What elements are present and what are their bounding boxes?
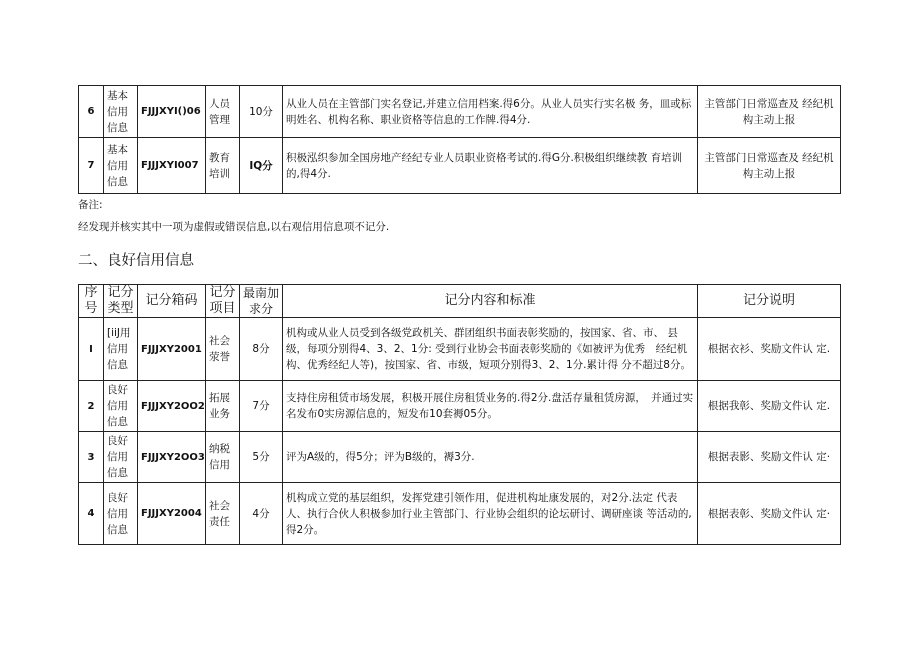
row-number: 6 [79,86,104,138]
row-code: FJJJXYI()06 [138,86,206,138]
row-type: 良好信用信息 [104,432,138,483]
header-num: 序号 [79,285,104,318]
row-desc: 根据表影、奖励文件认 定· [698,432,841,483]
table-row [79,318,841,381]
row-code: FJJJXYI007 [138,138,206,194]
row-content: 积极泓织参加全国房地产经纪专业人员职业资格考试的.得G分.积极组织继续教 育培训的,得4分. [283,138,698,194]
row-code: FJJJXY2001 [138,318,206,381]
row-item: 纳税信用 [206,432,240,483]
row-item: 拓展业务 [206,381,240,432]
row-score: 10分 [240,86,283,138]
table-row [79,138,841,194]
row-item: 社会责任 [206,483,240,545]
table-row [79,432,841,483]
row-method: 主管部门日常巡查及 经纪机构主动上报 [698,86,841,138]
header-score: 最南加求分 [240,285,283,318]
good-credit-table [78,284,841,545]
notes-text: 经发现并核实其中一项为虚假或错误信息,以右观信用信息项不记分. [78,221,390,233]
row-type: 良好信用信息 [104,381,138,432]
row-type: 基本信用信息 [104,138,138,194]
row-item: 教育培训 [206,138,240,194]
header-desc: 记分说明 [698,285,841,318]
row-number: 4 [79,483,104,545]
row-score: 4分 [240,483,283,545]
row-number: 2 [79,381,104,432]
row-code: FJJJXY2004 [138,483,206,545]
table-header-row [79,285,841,318]
basic-credit-table [78,85,841,194]
row-desc: 根据衣衫、奖励文件认 定. [698,318,841,381]
table-row [79,483,841,545]
row-type: 良好信用信息 [104,483,138,545]
header-item: 记分项目 [206,285,240,318]
table-row [79,381,841,432]
row-desc: 根据表彰、奖励文件认 定· [698,483,841,545]
row-score: IQ分 [240,138,283,194]
notes-label: 备注: [78,199,103,211]
table-row [79,86,841,138]
row-item: 社会荥誉 [206,318,240,381]
row-code: FJJJXY2OO2 [138,381,206,432]
row-content: 机构或从业人员受到各级党政机关、群团组织书面表彰奖励的，按国家、省、市、 县级，每项分别得4、3、2、1分: 受到行业协会书面表彰奖励的《如被评为优秀 经纪机构、优秀经纪人等)，按国家、省、市级，短项分别得3、2、1分.累计得 分不超过8分。 [283,318,698,381]
header-content: 记分内容和标准 [283,285,698,318]
row-score: 7分 [240,381,283,432]
row-score: 5分 [240,432,283,483]
row-method: 主管部门日常巡查及 经纪机构主动上报 [698,138,841,194]
row-type: [iiJ用信用信息 [104,318,138,381]
row-code: FJJJXY2OO3 [138,432,206,483]
row-content: 从业人员在主管部门实名登记,并建立信用档案.得6分。从业人员实行实名极 务，皿或标明姓名、机构名称、职业资格等信息的工作牌.得4分. [283,86,698,138]
row-content: 机构成立党的基层组织，发挥党建引领作用，促进机构址康发展的，对2分.法定 代表人、执行合伙人积极参加行业主管部门、行业协会组织的论坛研讨、调研座谈 等活动的,得2分。 [283,483,698,545]
row-type: 基本信用信息 [104,86,138,138]
row-number: 3 [79,432,104,483]
header-code: 记分箱码 [138,285,206,318]
header-type: 记分类型 [104,285,138,318]
section-title: 二、良好信用信息 [78,253,194,269]
row-score: 8分 [240,318,283,381]
row-content: 支持住房租赁市场发展，积极开展住房租赁业务的.得2分.盘活存量租赁房源， 并通过实名发布0实房源信息的，短发布10套褥05分。 [283,381,698,432]
row-desc: 根据我彰、奖励文件认 定. [698,381,841,432]
row-number: 7 [79,138,104,194]
row-content: 评为A级的，得5分；评为B级的，褥3分. [283,432,698,483]
row-item: 人员管理 [206,86,240,138]
row-number: I [79,318,104,381]
